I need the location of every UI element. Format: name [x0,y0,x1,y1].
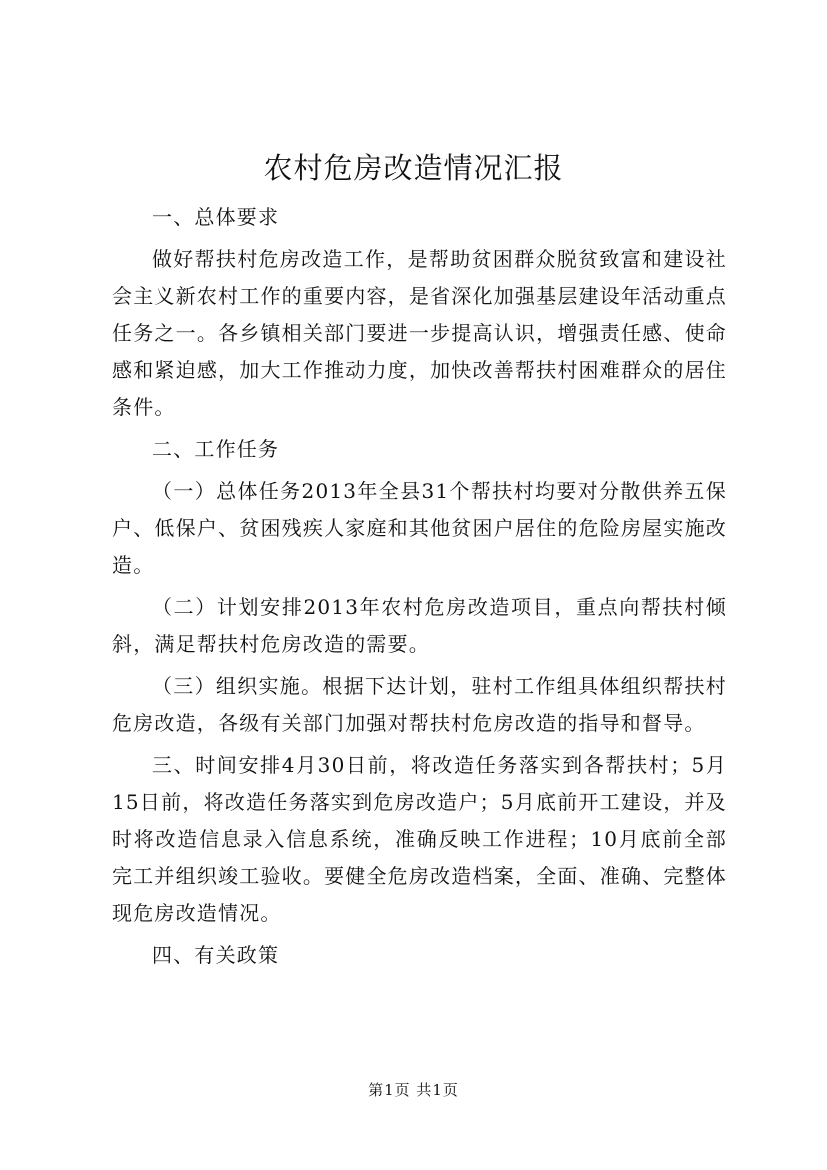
paragraph-task-implementation: （三）组织实施。根据下达计划，驻村工作组具体组织帮扶村危房改造，各级有关部门加强对帮扶村危房改造的指导和督导。 [112,674,727,735]
document-body [112,199,727,979]
section-heading-general-requirements: 一、总体要求 [152,205,280,229]
document-title: 农村危房改造情况汇报 [263,151,564,185]
paragraph-general-requirements: 做好帮扶村危房改造工作，是帮助贫困群众脱贫致富和建设社会主义新农村工作的重要内容，是省深化加强基层建设年活动重点任务之一。各乡镇相关部门要进一步提高认识，增强责任感、使命感和紧迫感，加大工作推动力度，加快改善帮扶村困难群众的居住条件。 [112,247,727,419]
page-footer: 第1页 共1页 [368,1081,459,1099]
paragraph-task-overall: （一）总体任务2013年全县31个帮扶村均要对分散供养五保户、低保户、贫困残疾人家庭和其他贫困户居住的危险房屋实施改造。 [112,479,727,577]
section-heading-policies: 四、有关政策 [152,943,280,967]
paragraph-schedule: 三、时间安排4月30日前，将改造任务落实到各帮扶村；5月15日前，将改造任务落实到危房改造户；5月底前开工建设，并及时将改造信息录入信息系统，准确反映工作进程；10月底前全部完工并组织竣工验收。要健全危房改造档案，全面、准确、完整体现危房改造情况。 [112,753,727,925]
section-heading-work-tasks: 二、工作任务 [152,437,280,461]
paragraph-task-plan: （二）计划安排2013年农村危房改造项目，重点向帮扶村倾斜，满足帮扶村危房改造的需要。 [112,595,727,656]
